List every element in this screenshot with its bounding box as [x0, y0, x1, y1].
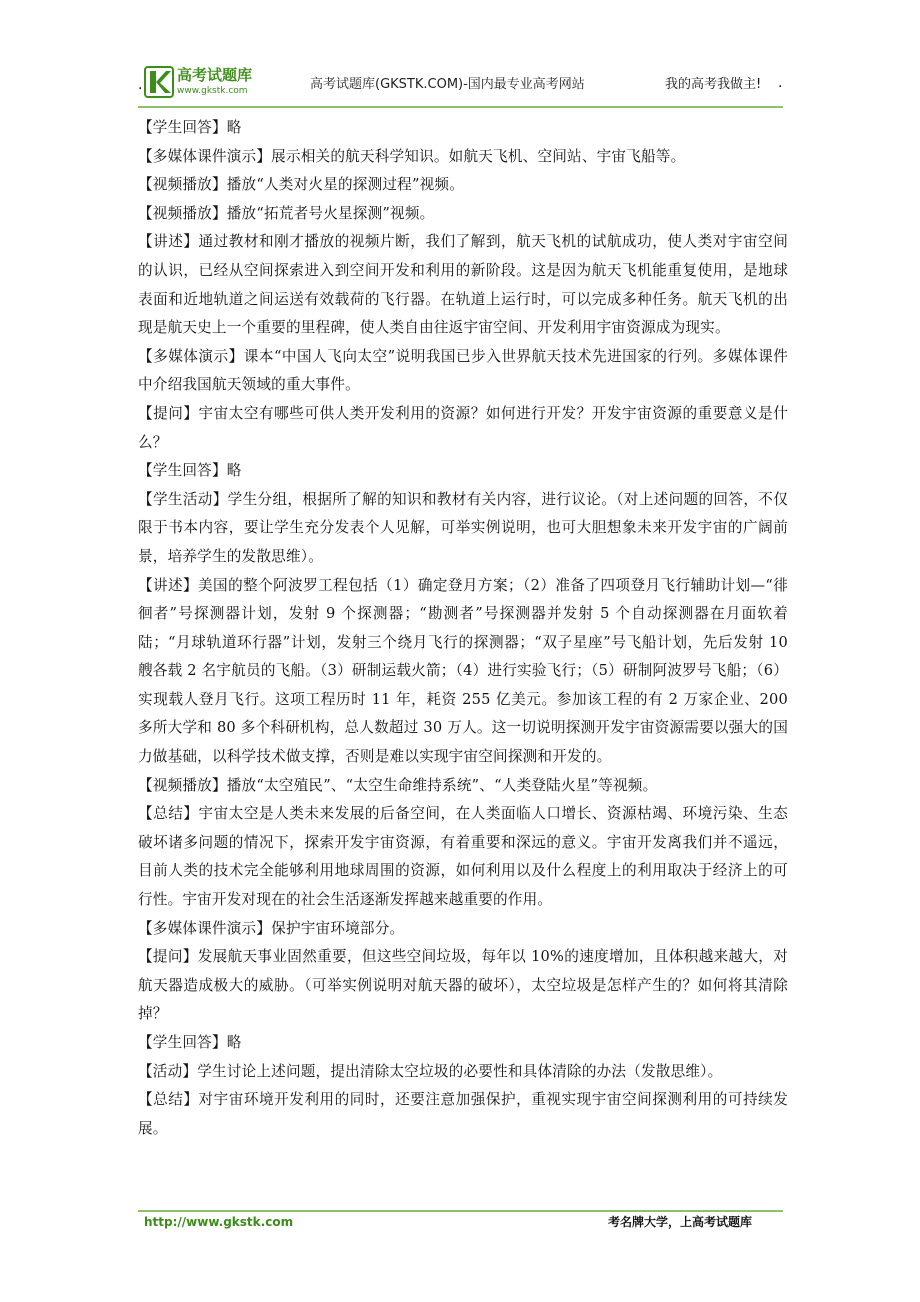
- lesson-paragraph: [138, 343, 788, 400]
- paragraph-text: 略: [226, 462, 242, 480]
- header-dot-right: ·: [778, 79, 783, 95]
- section-tag: 【学生活动】: [138, 490, 228, 508]
- section-tag: 【总结】: [138, 805, 199, 823]
- lesson-paragraph: [138, 400, 788, 457]
- header-dot-left: ·: [138, 81, 143, 97]
- paragraph-text: 学生讨论上述问题，提出清除太空垃圾的必要性和具体清除的办法（发散思维）。: [197, 1062, 723, 1080]
- lesson-paragraph: [138, 772, 788, 801]
- section-tag: 【活动】: [138, 1062, 198, 1080]
- section-tag: 【学生回答】: [138, 119, 227, 136]
- lesson-paragraph: [138, 486, 788, 572]
- header-motto: 我的高考我做主!: [665, 77, 762, 92]
- section-tag: 【多媒体演示】: [138, 347, 244, 365]
- paragraph-text: 略: [226, 1034, 242, 1051]
- footer-divider: [138, 1210, 783, 1212]
- lesson-paragraph: [138, 171, 788, 200]
- section-tag: 【学生回答】: [138, 1034, 227, 1051]
- lesson-paragraph: [138, 1029, 788, 1058]
- section-tag: 【提问】: [138, 404, 199, 422]
- lesson-paragraph: [138, 228, 788, 342]
- lesson-paragraph: [138, 572, 788, 772]
- lesson-paragraph: [138, 200, 788, 229]
- lesson-paragraph: [138, 1058, 788, 1087]
- paragraph-text: 展示相关的航天科学知识。如航天飞机、空间站、宇宙飞船等。: [271, 147, 686, 165]
- logo-name: 高考试题库: [177, 66, 253, 84]
- paragraph-text: 对宇宙环境开发利用的同时，还要注意加强保护，重视实现宇宙空间探测利用的可持续发展。: [138, 1091, 788, 1137]
- section-tag: 【多媒体课件演示】: [138, 919, 272, 937]
- site-logo[interactable]: [144, 66, 264, 100]
- section-tag: 【讲述】: [138, 576, 199, 594]
- lesson-paragraph: [138, 1086, 788, 1143]
- section-tag: 【视频播放】: [138, 776, 227, 794]
- section-tag: 【学生回答】: [138, 462, 227, 480]
- paragraph-text: 播放“拓荒者号火星探测”视频。: [226, 204, 435, 222]
- lesson-paragraph: [138, 143, 788, 172]
- page-header: [138, 62, 783, 108]
- footer-url-link[interactable]: http://www.gkstk.com: [144, 1215, 294, 1229]
- paragraph-text: 学生分组，根据所了解的知识和教材有关内容，进行议论。（对上述问题的回答，不仅限于书本内容，要让学生充分发表个人见解，可举实例说明，也可大胆想象未来开发宇宙的广阔前景，培养学生的发散思维）。: [138, 490, 788, 565]
- page-footer: [138, 1205, 783, 1235]
- paragraph-text: 宇宙太空有哪些可供人类开发利用的资源？如何进行开发？开发宇宙资源的重要意义是什么？: [138, 404, 788, 451]
- lesson-paragraph: [138, 114, 788, 143]
- logo-k-icon: [144, 66, 174, 98]
- lesson-paragraph: [138, 800, 788, 914]
- paragraph-text: 播放“太空殖民”、“太空生命维持系统”、“人类登陆火星”等视频。: [226, 776, 658, 794]
- section-tag: 【提问】: [138, 948, 198, 966]
- section-tag: 【总结】: [138, 1091, 199, 1109]
- paragraph-text: 课本“中国人飞向太空”说明我国已步入世界航天技术先进国家的行列。多媒体课件中介绍我国航天领域的重大事件。: [138, 347, 788, 394]
- paragraph-text: 美国的整个阿波罗工程包括（1）确定登月方案；（2）准备了四项登月飞行辅助计划—“徘徊者”号探测器计划，发射 9 个探测器；“勘测者”号探测器并发射 5 个自动探测器在月面软着陆；“月球轨道环行器”计划，发射三个绕月飞行的探测器；“双子星座”号飞船计划，先后发射 10 艘各载 2 名宇航员的飞船。（3）研制运载火箭；（4）进行实验飞行；（5）研制阿波罗号飞船；（6）实现载人登月飞行。这项工程历时 11 年，耗资 255 亿美元。参加该工程的有 2 万家企业、200 多所大学和 80 多个科研机构，总人数超过 30 万人。这一切说明探测开发宇宙资源需要以强大的国力做基础，以科学技术做支撑，否则是难以实现宇宙空间探测和开发的。: [138, 576, 788, 766]
- paragraph-text: 宇宙太空是人类未来发展的后备空间，在人类面临人口增长、资源枯竭、环境污染、生态破坏诸多问题的情况下，探索开发宇宙资源，有着重要和深远的意义。宇宙开发离我们并不遥远，目前人类的技术完全能够利用地球周围的资源，如何利用以及什么程度上的利用取决于经济上的可行性。宇宙开发对现在的社会生活逐渐发挥越来越重要的作用。: [138, 805, 788, 909]
- logo-url: www.gkstk.com: [177, 86, 248, 96]
- header-divider: [138, 106, 783, 108]
- footer-slogan: 考名牌大学，上高考试题库: [608, 1215, 753, 1229]
- lesson-paragraph: [138, 457, 788, 486]
- section-tag: 【视频播放】: [138, 176, 227, 194]
- paragraph-text: 发展航天事业固然重要，但这些空间垃圾，每年以 10%的速度增加，且体积越来越大，对航天器造成极大的威胁。（可举实例说明对航天器的破坏），太空垃圾是怎样产生的？如何将其清除掉？: [138, 948, 788, 1023]
- paragraph-text: 略: [226, 119, 242, 136]
- section-tag: 【视频播放】: [138, 204, 227, 222]
- paragraph-text: 播放“人类对火星的探测过程”视频。: [226, 176, 464, 194]
- paragraph-text: 通过教材和刚才播放的视频片断，我们了解到，航天飞机的试航成功，使人类对宇宙空间的认识，已经从空间探索进入到空间开发和利用的新阶段。这是因为航天飞机能重复使用，是地球表面和近地轨道之间运送有效载荷的飞行器。在轨道上运行时，可以完成多种任务。航天飞机的出现是航天史上一个重要的里程碑，使人类自由往返宇宙空间、开发利用宇宙资源成为现实。: [138, 233, 788, 337]
- section-tag: 【讲述】: [138, 233, 199, 251]
- paragraph-text: 保护宇宙环境部分。: [271, 919, 405, 937]
- section-tag: 【多媒体课件演示】: [138, 147, 272, 165]
- site-tagline: 高考试题库(GKSTK.COM)-国内最专业高考网站: [310, 77, 585, 92]
- lesson-paragraph: [138, 943, 788, 1029]
- lesson-paragraph: [138, 915, 788, 944]
- document-body: [138, 114, 788, 1143]
